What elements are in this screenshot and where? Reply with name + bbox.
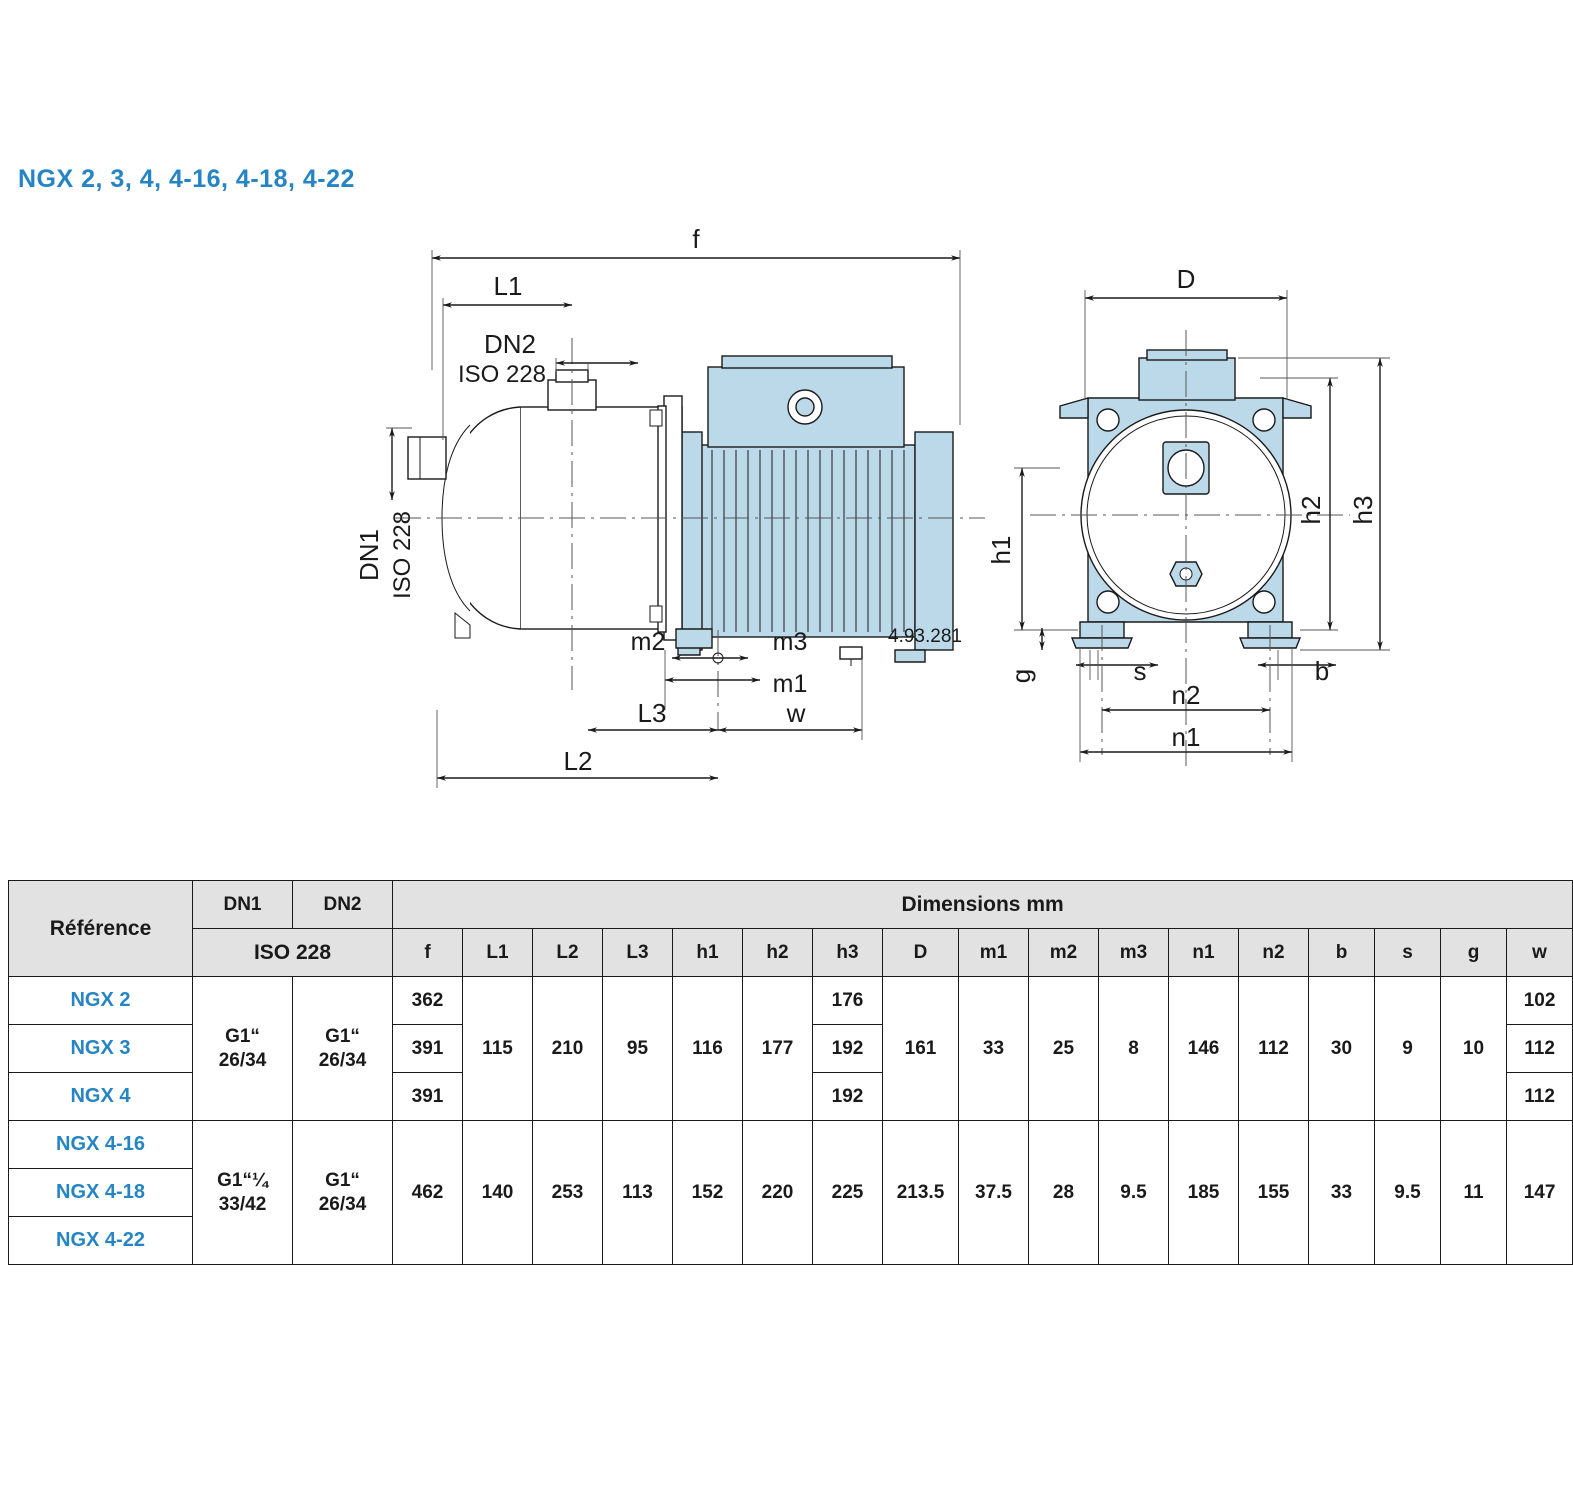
cell-m3: 8 [1099, 977, 1169, 1121]
cell-m2: 28 [1029, 1121, 1099, 1265]
cell-f: 362 [393, 977, 463, 1025]
cell-f: 391 [393, 1073, 463, 1121]
cell-w: 112 [1507, 1025, 1573, 1073]
dn1-line1: G1“ [225, 1025, 260, 1047]
cell-dn2-group2 [293, 1121, 393, 1265]
dn2-line2: 26/34 [318, 1049, 367, 1071]
cell-dn2-group1 [293, 977, 393, 1121]
cell-w: 102 [1507, 977, 1573, 1025]
header-col-L3: L3 [603, 929, 673, 977]
cell-m3: 9.5 [1099, 1121, 1169, 1265]
header-col-n1: n1 [1169, 929, 1239, 977]
dim-label-m1: m1 [772, 670, 808, 698]
cell-h3: 225 [813, 1121, 883, 1265]
cell-h3: 192 [813, 1025, 883, 1073]
cell-m1: 33 [959, 977, 1029, 1121]
header-col-h3: h3 [813, 929, 883, 977]
dim-label-m2: m2 [630, 628, 666, 656]
cell-s: 9 [1375, 977, 1441, 1121]
row-reference-ngx416: NGX 4-16 [9, 1121, 193, 1169]
cell-h2: 220 [743, 1121, 813, 1265]
cell-n2: 155 [1239, 1121, 1309, 1265]
dim-label-L3: L3 [637, 698, 667, 728]
dn1-line2: 26/34 [218, 1049, 267, 1071]
dim-label-w: w [786, 698, 806, 728]
cell-L1: 115 [463, 977, 533, 1121]
dim-label-f: f [692, 224, 700, 254]
header-col-m2: m2 [1029, 929, 1099, 977]
drawing-code: 4.93.281 [888, 626, 962, 647]
cell-h1: 152 [673, 1121, 743, 1265]
cell-f: 391 [393, 1025, 463, 1073]
dim-label-D: D [1176, 264, 1196, 294]
cell-L2: 253 [533, 1121, 603, 1265]
cell-g: 10 [1441, 977, 1507, 1121]
header-col-h1: h1 [673, 929, 743, 977]
dim-label-iso-top: ISO 228 [457, 361, 547, 388]
dim-label-iso-left: ISO 228 [389, 510, 416, 600]
header-reference: Référence [9, 881, 193, 977]
table-header-row-2 [9, 929, 1573, 977]
dim-label-DN2: DN2 [483, 329, 537, 359]
cell-L1: 140 [463, 1121, 533, 1265]
header-dn1: DN1 [193, 881, 293, 929]
header-col-L1: L1 [463, 929, 533, 977]
cell-w: 112 [1507, 1073, 1573, 1121]
dn2-line2: 26/34 [318, 1193, 367, 1215]
header-dimensions: Dimensions mm [393, 881, 1573, 929]
header-col-m3: m3 [1099, 929, 1169, 977]
row-reference-ngx422: NGX 4-22 [9, 1217, 193, 1265]
dim-label-g: g [1006, 668, 1036, 684]
cell-n1: 185 [1169, 1121, 1239, 1265]
cell-m1: 37.5 [959, 1121, 1029, 1265]
dim-label-L2: L2 [563, 746, 593, 776]
cell-h3: 192 [813, 1073, 883, 1121]
header-col-m1: m1 [959, 929, 1029, 977]
dn2-line1: G1“ [325, 1169, 360, 1191]
header-col-s: s [1375, 929, 1441, 977]
cell-g: 11 [1441, 1121, 1507, 1265]
dim-label-DN1: DN1 [354, 528, 384, 582]
dim-label-b: b [1314, 656, 1330, 686]
header-col-f: f [393, 929, 463, 977]
cell-L3: 95 [603, 977, 673, 1121]
row-reference-ngx418: NGX 4-18 [9, 1169, 193, 1217]
dim-label-h3: h3 [1348, 495, 1378, 525]
header-iso228: ISO 228 [193, 929, 393, 977]
cell-s: 9.5 [1375, 1121, 1441, 1265]
row-reference-ngx2: NGX 2 [9, 977, 193, 1025]
dimensions-table-container [8, 880, 1556, 1265]
header-dn2: DN2 [293, 881, 393, 929]
dim-label-h2: h2 [1296, 495, 1326, 525]
header-col-b: b [1309, 929, 1375, 977]
header-col-n2: n2 [1239, 929, 1309, 977]
cell-m2: 25 [1029, 977, 1099, 1121]
dim-label-n1: n1 [1171, 722, 1201, 752]
dim-label-L1: L1 [493, 271, 523, 301]
header-col-D: D [883, 929, 959, 977]
cell-n1: 146 [1169, 977, 1239, 1121]
dn1-line1: G1“¼ [217, 1169, 268, 1191]
cell-f: 462 [393, 1121, 463, 1265]
header-col-h2: h2 [743, 929, 813, 977]
dim-label-s: s [1133, 656, 1147, 686]
cell-n2: 112 [1239, 977, 1309, 1121]
row-reference-ngx4: NGX 4 [9, 1073, 193, 1121]
cell-dn1-group2 [193, 1121, 293, 1265]
dn1-line2: 33/42 [218, 1193, 267, 1215]
cell-b: 30 [1309, 977, 1375, 1121]
cell-h1: 116 [673, 977, 743, 1121]
cell-D: 161 [883, 977, 959, 1121]
header-col-L2: L2 [533, 929, 603, 977]
cell-b: 33 [1309, 1121, 1375, 1265]
cell-L3: 113 [603, 1121, 673, 1265]
cell-h3: 176 [813, 977, 883, 1025]
page-title: NGX 2, 3, 4, 4-16, 4-18, 4-22 [18, 165, 355, 193]
cell-D: 213.5 [883, 1121, 959, 1265]
dim-label-h1: h1 [986, 535, 1016, 565]
cell-w: 147 [1507, 1121, 1573, 1265]
table-row [9, 977, 1573, 1025]
cell-h2: 177 [743, 977, 813, 1121]
dn2-line1: G1“ [325, 1025, 360, 1047]
cell-L2: 210 [533, 977, 603, 1121]
header-col-g: g [1441, 929, 1507, 977]
row-reference-ngx3: NGX 3 [9, 1025, 193, 1073]
cell-dn1-group1 [193, 977, 293, 1121]
dim-label-m3: m3 [772, 628, 808, 656]
table-header-row-1 [9, 881, 1573, 929]
dimensions-table [8, 880, 1573, 1265]
header-col-w: w [1507, 929, 1573, 977]
technical-drawing [0, 210, 1500, 850]
dim-label-n2: n2 [1171, 680, 1201, 710]
table-row [9, 1121, 1573, 1169]
